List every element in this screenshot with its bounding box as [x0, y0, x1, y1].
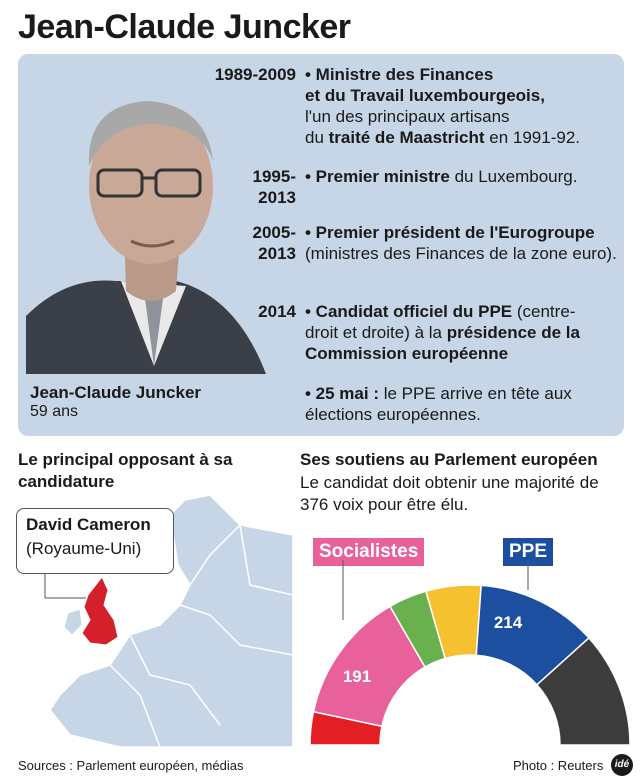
year-2014: 2014: [258, 302, 296, 321]
year-1995-a: 1995-: [252, 167, 296, 186]
year-1995-b: 2013: [258, 188, 296, 207]
support-heading: Ses soutiens au Parlement européen: [300, 450, 598, 469]
year-2005-b: 2013: [258, 244, 296, 263]
entry-4-bold: • Candidat officiel du PPE: [305, 302, 513, 321]
opponent-name: David Cameron: [26, 515, 151, 534]
timeline-entry-4: [305, 301, 595, 364]
entry-1-text2-post: en 1991-92.: [484, 128, 580, 147]
socialistes-seats: 191: [342, 667, 372, 686]
socialistes-label: Socialistes: [313, 538, 424, 566]
entry-2-text: du Luxembourg.: [449, 167, 578, 186]
entry-1-text2-pre: du: [305, 128, 329, 147]
ppe-label: PPE: [503, 538, 553, 566]
entry-5-text: le PPE arrive en tête aux élections européennes.: [305, 384, 572, 424]
entry-2-bold: • Premier ministre: [305, 167, 450, 186]
opponent-callout: [16, 508, 174, 574]
hemicycle-segments: [310, 585, 630, 745]
entry-3-bold: • Premier président de l'Eurogroupe: [305, 223, 595, 242]
page-title: Jean-Claude Juncker: [18, 8, 351, 46]
entry-1-text2-bold: traité de Maastricht: [328, 128, 485, 147]
entry-1-bold2: et du Travail luxembourgeois,: [305, 86, 545, 105]
entry-1-bold: • Ministre des Finances: [305, 65, 494, 84]
ppe-seats: 214: [493, 613, 523, 632]
year-1995: [196, 166, 296, 208]
year-1989: 1989-2009: [214, 65, 296, 84]
ide-logo: idé: [611, 754, 633, 776]
parliament-hemicycle: [300, 560, 640, 745]
portrait-photo: [26, 66, 266, 374]
timeline-entry-1: [305, 64, 623, 148]
entry-4-bold2: présidence de la Commission européenne: [305, 323, 580, 363]
photo-caption-name: Jean-Claude Juncker: [30, 383, 202, 402]
support-subtitle: Le candidat doit obtenir une majorité de 376 voix pour être élu.: [300, 473, 599, 514]
timeline-entry-5: [305, 383, 595, 425]
timeline-entry-2: [305, 166, 623, 187]
entry-1-text: l'un des principaux artisans: [305, 107, 510, 126]
opponent-country: (Royaume-Uni): [26, 539, 142, 558]
photo-credit: Photo : Reuters: [513, 758, 604, 773]
year-2005: [196, 222, 296, 264]
sources-text: Sources : Parlement européen, médias: [18, 758, 244, 773]
entry-5-bold: • 25 mai :: [305, 384, 379, 403]
entry-3-text: (ministres des Finances de la zone euro).: [305, 244, 617, 263]
opponent-heading: Le principal opposant à sa candidature: [18, 450, 233, 491]
timeline-entry-3: [305, 222, 621, 264]
entry-4-text: (centre-droit et droite) à la: [305, 302, 576, 342]
photo-caption-age: 59 ans: [30, 403, 79, 420]
year-2005-a: 2005-: [252, 223, 296, 242]
